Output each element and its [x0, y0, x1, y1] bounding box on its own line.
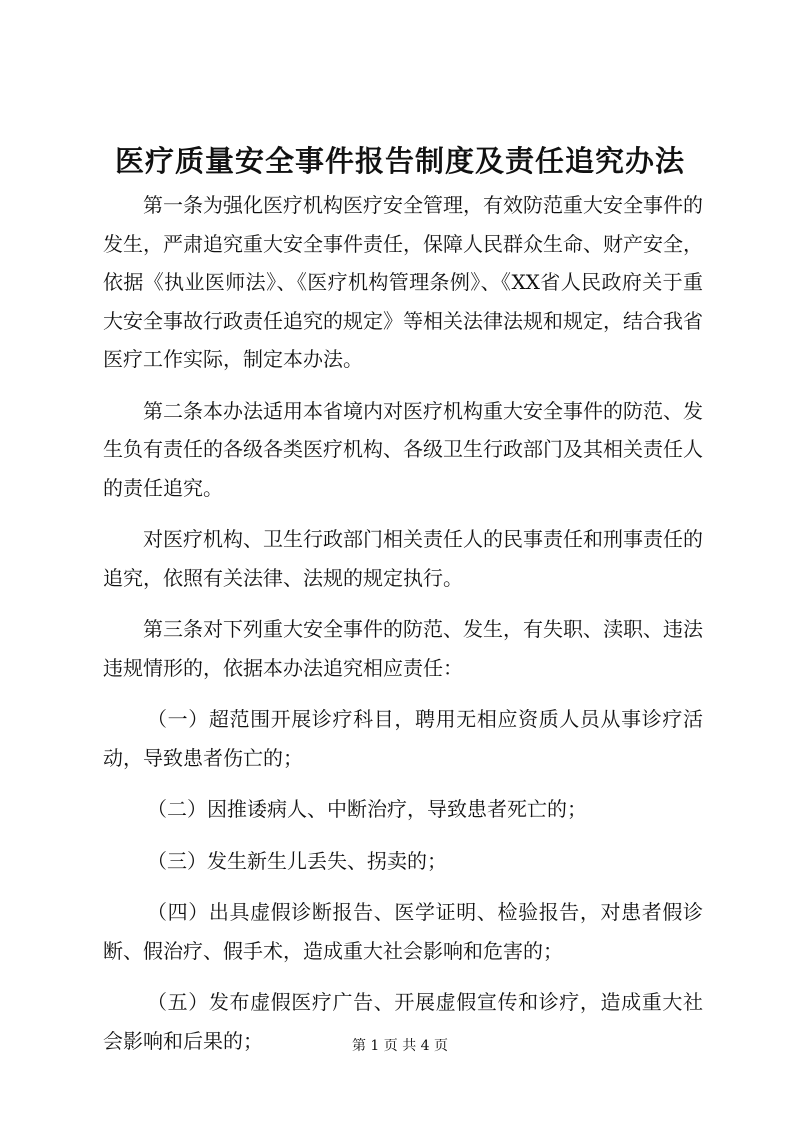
document-body	[103, 186, 703, 1073]
document-title: 医疗质量安全事件报告制度及责任追究办法	[114, 144, 685, 178]
list-item-4: （四）出具虚假诊断报告、医学证明、检验报告，对患者假诊断、假治疗、假手术，造成重大社会影响和危害的；	[103, 900, 703, 963]
list-item-3: （三）发生新生儿丢失、拐卖的；	[147, 848, 447, 873]
list-item-1: （一）超范围开展诊疗科目，聘用无相应资质人员从事诊疗活动，导致患者伤亡的；	[103, 707, 703, 770]
article-3-paragraph: 第三条对下列重大安全事件的防范、发生，有失职、渎职、违法违规情形的，依据本办法追究相应责任：	[103, 617, 703, 680]
page-footer: 第 1 页 共 4 页	[351, 1038, 449, 1054]
article-1-paragraph: 第一条为强化医疗机构医疗安全管理，有效防范重大安全事件的发生，严肃追究重大安全事件责任，保障人民群众生命、财产安全，依据《执业医师法》、《医疗机构管理条例》、《XX省人民政府关于重大安全事故行政责任追究的规定》等相关法律法规和规定，结合我省医疗工作实际，制定本办法。	[103, 193, 703, 371]
list-item-5: （五）发布虚假医疗广告、开展虚假宣传和诊疗，造成重大社会影响和后果的；	[103, 990, 703, 1053]
article-2-paragraph: 第二条本办法适用本省境内对医疗机构重大安全事件的防范、发生负有责任的各级各类医疗机构、各级卫生行政部门及其相关责任人的责任追究。	[103, 398, 703, 500]
list-item-2: （二）因推诿病人、中断治疗，导致患者死亡的；	[147, 797, 587, 821]
liability-paragraph: 对医疗机构、卫生行政部门相关责任人的民事责任和刑事责任的追究，依照有关法律、法规的规定执行。	[103, 527, 703, 590]
